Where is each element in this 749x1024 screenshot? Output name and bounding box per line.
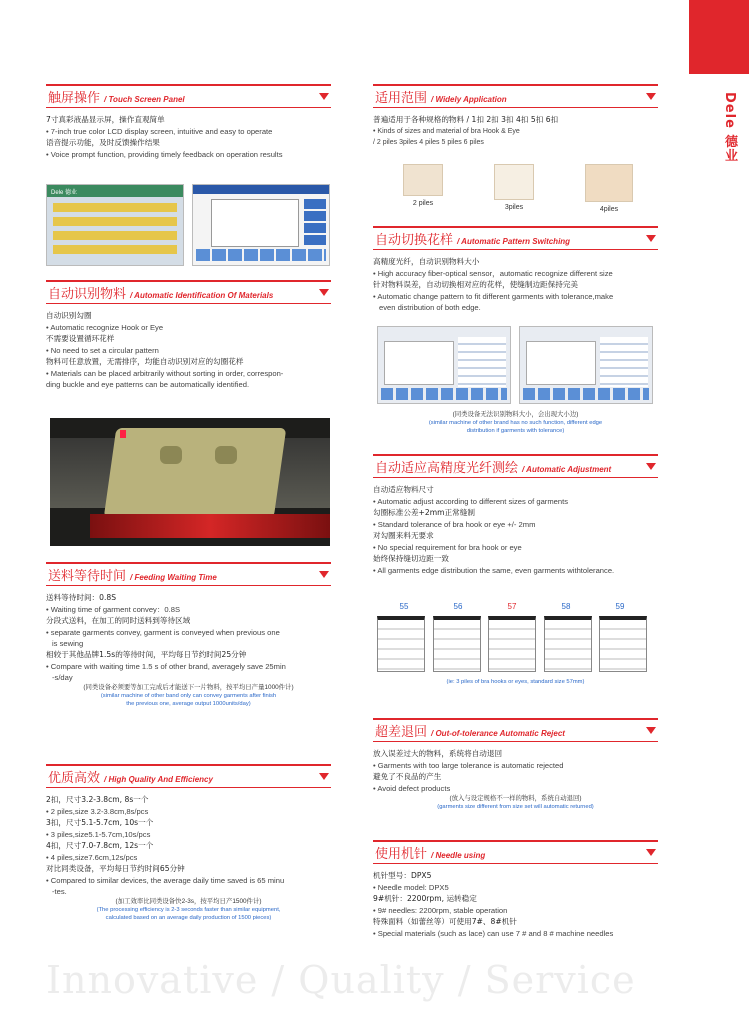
text-line: • Special materials (such as lace) can use 7 # and 8 # machine needles: [373, 929, 614, 938]
text-line: 物料可任意放置，无需排序，均能自动识别对应的勾圈花样: [46, 357, 244, 366]
caption-en: calculated based on an average daily production of 1500 pieces): [105, 915, 272, 921]
text-line: • No special requirement for bra hook or eye: [373, 543, 522, 552]
screen-titlebar: [193, 185, 329, 194]
text-line: 自动识别勾圈: [46, 311, 92, 320]
text-line: • High accuracy fiber-optical sensor，automatic recognize different size: [373, 269, 613, 278]
section-header: [46, 764, 331, 788]
text-line: 特殊面料（如蕾丝等）可使用7#、8#机针: [373, 917, 517, 926]
triangle-icon: [319, 93, 329, 100]
section-title-cn: 优质高效: [48, 771, 101, 786]
size-label: 56: [453, 602, 463, 611]
section-needle: [373, 840, 658, 939]
section-title-cn: 自动切换花样: [375, 233, 454, 248]
text-line: 2扣，尺寸3.2-3.8cm, 8s一个: [46, 795, 149, 804]
section-title-en: / Automatic Pattern Switching: [457, 237, 571, 246]
pattern-screen-1: [377, 326, 511, 404]
text-line: • No need to set a circular pattern: [46, 346, 159, 355]
caption-en: (The processing efficiency is 2-3 seconds faster than similar equipment,: [96, 907, 281, 913]
text-line: 对比同类设备，平均每日节约时间65分钟: [46, 864, 185, 873]
text-line: 高精度光纤，自动识别物料大小: [373, 257, 480, 266]
section-title-cn: 自动适应高精度光纤测绘: [375, 461, 519, 476]
text-line: • Automatic change pattern to fit different garments with tolerance,make: [373, 292, 614, 301]
section-pattern-switching: [373, 226, 658, 434]
text-line: • separate garments convey, garment is conveyed when previous one: [46, 628, 280, 637]
pile-label: 4piles: [599, 206, 619, 213]
text-line: 避免了不良品的产生: [373, 772, 442, 781]
watermark-slogan: Innovative / Quality / Service: [46, 958, 636, 1002]
caption: (放入与设定规格不一样的物料，系统自动退回): [449, 795, 582, 802]
hook-diagram: [599, 616, 647, 672]
text-line: • Standard tolerance of bra hook or eye +/- 2mm: [373, 520, 536, 529]
section-auto-reject: [373, 718, 658, 811]
caption-en: (ie: 3 piles of bra hooks or eyes, standard size 57mm): [446, 679, 585, 685]
text-line: • Needle model: DPX5: [373, 883, 449, 892]
text-line: • 3 piles,size5.1-5.7cm,10s/pcs: [46, 830, 151, 839]
caption: (同类设备无法识别物料大小，会出现大小边): [452, 411, 579, 418]
text-line: • All garments edge distribution the same, even garments withtolerance.: [373, 566, 615, 575]
pile-2: [403, 164, 443, 213]
section-title-cn: 触屏操作: [48, 91, 101, 106]
text-line: • 2 piles,size 3.2-3.8cm,8s/pcs: [46, 807, 149, 816]
text-line: 分段式送料，在加工的同时送料到等待区域: [46, 616, 191, 625]
pile-label: 2 piles: [412, 200, 434, 207]
caption-en: the previous one, average output 1000units/day): [126, 701, 251, 707]
text-line: • Materials can be placed arbitrarily without sorting in order, correspon-: [46, 369, 284, 378]
caption: (同类设备必须要等加工完成后才能送下一片物料，按平均日产量1000件计): [83, 684, 294, 691]
section-header: [373, 840, 658, 864]
text-line: 针对物料误差，自动切换相对应的花样，使缝制边距保持完美: [373, 280, 579, 289]
triangle-icon: [646, 727, 656, 734]
section-title-en: / Widely Application: [431, 95, 507, 104]
size-label: 57: [507, 602, 517, 611]
hook-diagrams: [377, 616, 647, 672]
section-header: [373, 454, 658, 478]
machine-photo: [50, 418, 330, 546]
text-line: even distribution of both edge.: [379, 303, 481, 312]
section-touch-screen: [46, 84, 331, 196]
pile-label: 3piles: [504, 204, 524, 211]
text-line: • Avoid defect products: [373, 784, 451, 793]
hook-diagram: [488, 616, 536, 672]
pattern-captions: [373, 410, 658, 435]
section-auto-adjustment: [373, 454, 658, 685]
triangle-icon: [646, 463, 656, 470]
text-line: • Garments with too large tolerance is automatic rejected: [373, 761, 564, 770]
section-high-quality: [46, 764, 331, 922]
text-line: is sewing: [52, 639, 84, 648]
section-title-en: / Out-of-tolerance Automatic Reject: [431, 729, 565, 738]
section-header: [46, 84, 331, 108]
text-line: • 7-inch true color LCD display screen, intuitive and easy to operate: [46, 127, 273, 136]
caption-en: (similar machine of other brand has no such function, different edge: [428, 420, 603, 426]
section-header: [373, 226, 658, 250]
text-line: 自动适应物料尺寸: [373, 485, 434, 494]
section-title-en: / Automatic Identification Of Materials: [130, 291, 274, 300]
text-line: 送料等待时间：0.8S: [46, 593, 117, 602]
touch-screen-image-1: [46, 184, 184, 266]
triangle-icon: [646, 93, 656, 100]
section-title-cn: 适用范围: [375, 91, 428, 106]
section-auto-identification: [46, 280, 331, 390]
screen-bottom-buttons: [196, 249, 326, 261]
text-line: / 2 piles 3piles 4 piles 5 piles 6 piles: [373, 139, 484, 146]
pile-3: [494, 164, 534, 213]
text-line: 相较于其他品牌1.5s的等待时间，平均每日节约时间25分钟: [46, 650, 247, 659]
screen-logo: Dele 德业: [47, 185, 183, 197]
text-line: 9#机针：2200rpm, 运转稳定: [373, 894, 477, 903]
text-line: 3扣，尺寸5.1-5.7cm, 10s一个: [46, 818, 154, 827]
size-labels: [377, 602, 647, 611]
section-title-cn: 超差退回: [375, 725, 428, 740]
caption: (加工效率比同类设备快2-3s，按平均日产1500件计): [115, 898, 262, 905]
section-title-en: / Needle using: [431, 851, 486, 860]
text-line: 勾圈标准公差+2mm正常缝制: [373, 508, 475, 517]
triangle-icon: [319, 289, 329, 296]
text-line: 7寸真彩液晶显示屏，操作直观简单: [46, 115, 165, 124]
text-line: 4扣，尺寸7.0-7.8cm, 12s一个: [46, 841, 154, 850]
text-line: • Voice prompt function, providing timely feedback on operation results: [46, 150, 283, 159]
text-line: • Compare with waiting time 1.5 s of other brand, averagely save 25min: [46, 662, 286, 671]
pile-4: [585, 164, 633, 213]
hook-diagram: [544, 616, 592, 672]
section-header: [46, 280, 331, 304]
triangle-icon: [646, 235, 656, 242]
text-line: • Compared to similar devices, the average daily time saved is 65 minu: [46, 876, 285, 885]
text-line: • Kinds of sizes and material of bra Hook & Eye: [373, 128, 520, 135]
screen-side-buttons: [304, 199, 326, 247]
section-title-en: / Automatic Adjustment: [522, 465, 612, 474]
text-line: -s/day: [52, 673, 73, 682]
section-feeding-waiting-time: [46, 562, 331, 708]
text-line: ding buckle and eye patterns can be automatically identified.: [46, 380, 250, 389]
text-line: 始终保持缝切边距一致: [373, 554, 449, 563]
hook-diagram: [433, 616, 481, 672]
text-line: • Waiting time of garment convey：0.8S: [46, 605, 181, 614]
section-header: [373, 84, 658, 108]
pattern-screen-2: [519, 326, 653, 404]
text-line: 对勾圈来料无要求: [373, 531, 434, 540]
text-line: • 9# needles: 2200rpm, stable operation: [373, 906, 508, 915]
text-line: -tes.: [52, 887, 67, 896]
section-title-cn: 使用机针: [375, 847, 428, 862]
text-line: • 4 piles,size7.6cm,12s/pcs: [46, 853, 138, 862]
section-title-en: / Feeding Waiting Time: [130, 573, 217, 582]
triangle-icon: [319, 773, 329, 780]
caption-en: (similar machine of other band only can convey garments after finish: [100, 693, 277, 699]
touch-screen-image-2: [192, 184, 330, 266]
triangle-icon: [646, 849, 656, 856]
size-label: 55: [399, 602, 409, 611]
hook-diagram: [377, 616, 425, 672]
text-line: 语音提示功能，及时反馈操作结果: [46, 138, 160, 147]
text-line: • Automatic recognize Hook or Eye: [46, 323, 164, 332]
text-line: 不需要设置循环花样: [46, 334, 115, 343]
text-line: 普遍适用于各种规格的物料 / 1扣 2扣 3扣 4扣 5扣 6扣: [373, 115, 559, 124]
section-title-en: / Touch Screen Panel: [104, 95, 185, 104]
text-line: 机针型号：DPX5: [373, 871, 432, 880]
section-application: [373, 84, 658, 213]
size-label: 59: [615, 602, 625, 611]
section-header: [46, 562, 331, 586]
brand-logo-vertical: Dele 德业: [722, 92, 737, 163]
triangle-icon: [319, 571, 329, 578]
caption-en: distribution if garments with tolerance): [466, 428, 565, 434]
caption-en: (garments size different from size set will automatic returned): [437, 804, 594, 810]
screen-pattern-area: [211, 199, 299, 247]
section-header: [373, 718, 658, 742]
screen-buttons: [53, 203, 177, 259]
size-label: 58: [561, 602, 571, 611]
section-title-cn: 自动识别物料: [48, 287, 127, 302]
text-line: • Automatic adjust according to different sizes of garments: [373, 497, 568, 506]
brand-tab: [689, 0, 749, 74]
section-title-cn: 送料等待时间: [48, 569, 127, 584]
section-title-en: / High Quality And Efficiency: [104, 775, 213, 784]
piles-images: [403, 164, 633, 213]
text-line: 放入误差过大的物料，系统将自动退回: [373, 749, 503, 758]
